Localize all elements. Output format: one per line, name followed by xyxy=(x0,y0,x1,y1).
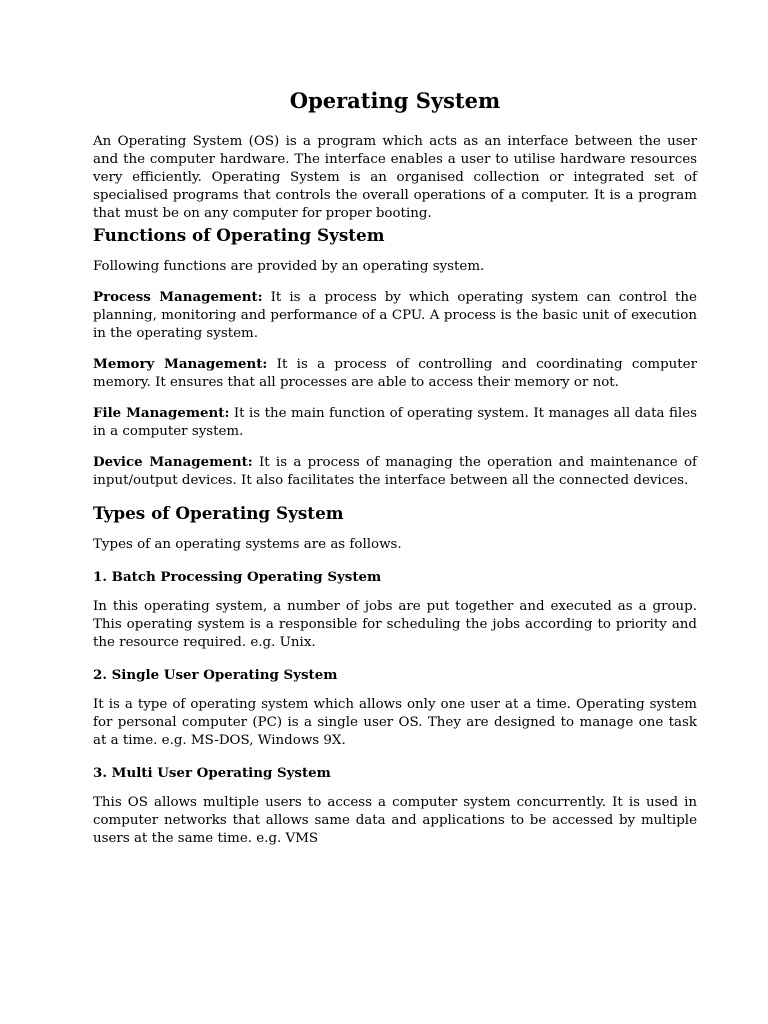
type-heading-multi-user: 3. Multi User Operating System xyxy=(93,765,331,781)
functions-heading: Functions of Operating System xyxy=(93,225,385,245)
page-title: Operating System xyxy=(289,88,501,113)
type-text-single-user: It is a type of operating system which allows only one user at a time. Operating system for personal computer (PC) is a single user OS. They are designed to manage one task at a time. e.g. MS-DOS, Windows 9X. xyxy=(93,697,697,748)
function-text: It is the main function of operating system. It manages all data files in a computer system. xyxy=(93,406,697,439)
function-term: File Management: xyxy=(93,405,230,421)
type-text-multi-user: This OS allows multiple users to access a computer system concurrently. It is used in computer networks that allows same data and applications to be accessed by multiple users at the same time. e.g. VMS xyxy=(93,795,697,846)
type-heading-batch: 1. Batch Processing Operating System xyxy=(93,569,382,585)
intro-paragraph: An Operating System (OS) is a program which acts as an interface between the user and the computer hardware. The interface enables a user to utilise hardware resources very efficiently. Operating System is an organised collection or integrated set of specialised programs that controls the overall operations of a computer. It is a program that must be on any computer for proper booting. xyxy=(93,134,697,221)
function-item-file xyxy=(93,404,697,441)
type-text-batch: In this operating system, a number of jobs are put together and executed as a group. This operating system is a responsible for scheduling the jobs according to priority and the resource required. e.g. Unix. xyxy=(93,599,697,650)
function-item-process xyxy=(93,288,697,343)
type-heading-single-user: 2. Single User Operating System xyxy=(93,667,338,683)
function-term: Device Management: xyxy=(93,454,253,470)
function-text: It is a process of controlling and coordinating computer memory. It ensures that all processes are able to access their memory or not. xyxy=(93,357,697,390)
function-term: Memory Management: xyxy=(93,356,268,372)
types-heading: Types of Operating System xyxy=(93,503,344,523)
types-lead: Types of an operating systems are as follows. xyxy=(93,537,402,552)
function-item-device xyxy=(93,453,697,490)
function-text: It is a process of managing the operation and maintenance of input/output devices. It also facilitates the interface between all the connected devices. xyxy=(93,455,697,488)
functions-lead: Following functions are provided by an operating system. xyxy=(93,259,485,274)
function-term: Process Management: xyxy=(93,289,263,305)
function-text: It is a process by which operating system can control the planning, monitoring and performance of a CPU. A process is the basic unit of execution in the operating system. xyxy=(93,290,697,341)
function-item-memory xyxy=(93,355,697,392)
